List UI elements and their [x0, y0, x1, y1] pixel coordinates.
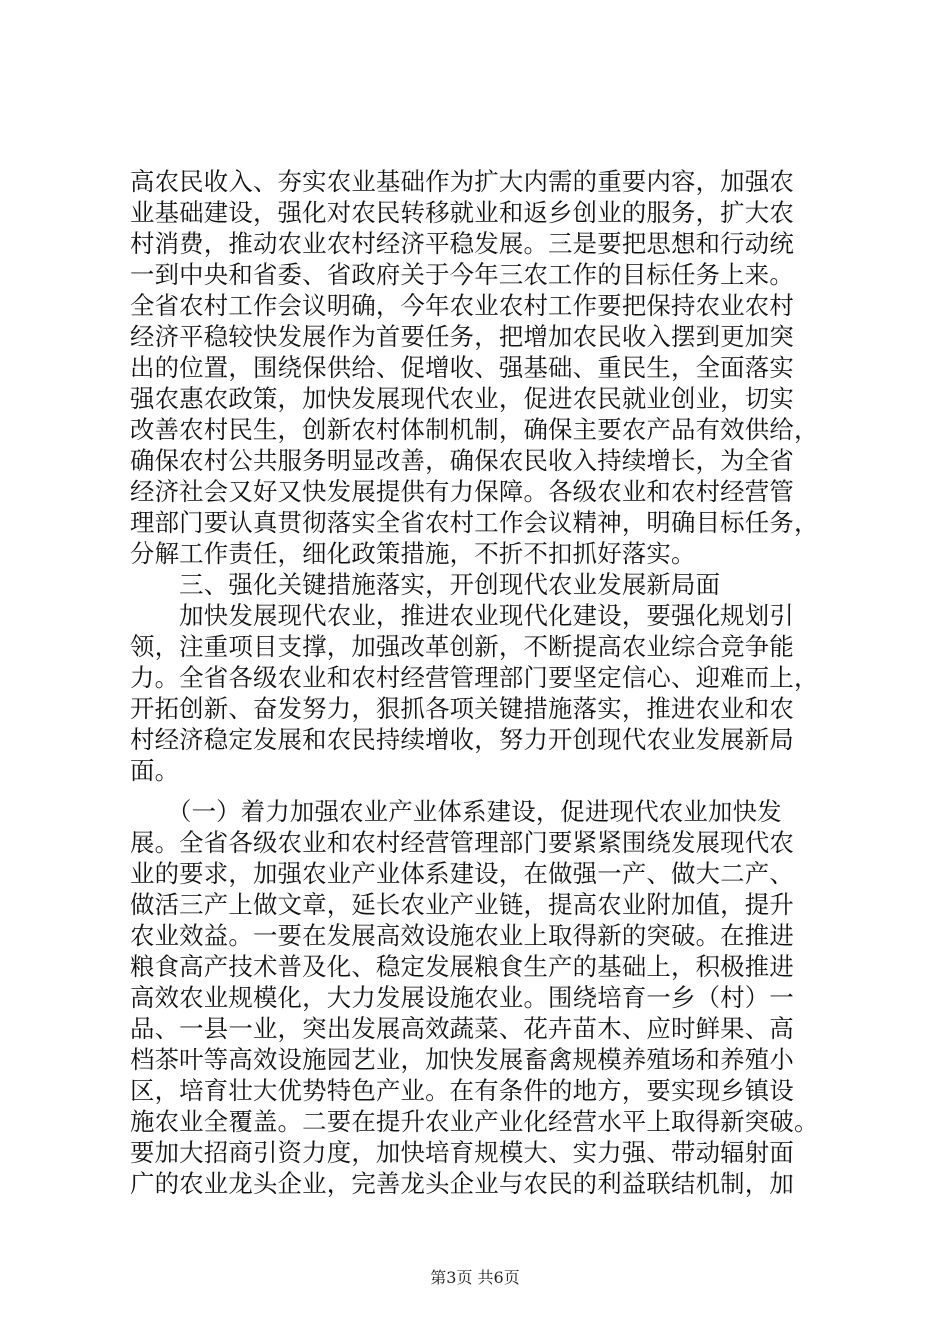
text-line: 品、一县一业，突出发展高效蔬菜、花卉苗木、应时鲜果、高: [130, 1014, 794, 1043]
text-line: 村经济稳定发展和农民持续增收，努力开创现代农业发展新局: [130, 725, 794, 754]
text-line: 经济社会又好又快发展提供有力保障。各级农业和农村经营管: [130, 477, 794, 506]
text-line: 村消费，推动农业农村经济平稳发展。三是要把思想和行动统: [130, 229, 794, 258]
text-line: 要加大招商引资力度，加快培育规模大、实力强、带动辐射面: [130, 1138, 794, 1167]
text-line: 业的要求，加强农业产业体系建设，在做强一产、做大二产、: [130, 859, 794, 888]
page-number-footer: 第3页 共6页: [430, 1268, 520, 1287]
body-text: [130, 166, 830, 1199]
text-line: 开拓创新、奋发努力，狠抓各项关键措施落实，推进农业和农: [130, 694, 794, 723]
text-line: 强农惠农政策，加快发展现代农业，促进农民就业创业，切实: [130, 384, 794, 413]
text-line: 加快发展现代农业，推进农业现代化建设，要强化规划引: [130, 601, 794, 630]
text-line: 出的位置，围绕保供给、促增收、强基础、重民生，全面落实: [130, 353, 794, 382]
text-line: 高效农业规模化，大力发展设施农业。围绕培育一乡（村）一: [130, 983, 794, 1012]
text-line: 分解工作责任，细化政策措施，不折不扣抓好落实。: [130, 539, 696, 568]
text-line: 一到中央和省委、省政府关于今年三农工作的目标任务上来。: [130, 260, 794, 289]
text-line: 高农民收入、夯实农业基础作为扩大内需的重要内容，加强农: [130, 167, 794, 196]
text-line: 面。: [130, 756, 180, 785]
text-line: 业基础建设，强化对农民转移就业和返乡创业的服务，扩大农: [130, 198, 794, 227]
text-line: 展。全省各级农业和农村经营管理部门要紧紧围绕发展现代农: [130, 828, 794, 857]
text-line: 广的农业龙头企业，完善龙头企业与农民的利益联结机制，加: [130, 1169, 794, 1198]
text-line: 做活三产上做文章，延长农业产业链，提高农业附加值，提升: [130, 890, 794, 919]
text-line: 改善农村民生，创新农村体制机制，确保主要农产品有效供给，: [130, 415, 819, 444]
text-line: 确保农村公共服务明显改善，确保农民收入持续增长，为全省: [130, 446, 794, 475]
text-line: 理部门要认真贯彻落实全省农村工作会议精神，明确目标任务，: [130, 508, 819, 537]
text-line: 档茶叶等高效设施园艺业，加快发展畜禽规模养殖场和养殖小: [130, 1045, 794, 1074]
text-line: 领，注重项目支撑，加强改革创新，不断提高农业综合竞争能: [130, 632, 794, 661]
section-heading: 三、强化关键措施落实，开创现代农业发展新局面: [130, 570, 721, 599]
text-line: 粮食高产技术普及化、稳定发展粮食生产的基础上，积极推进: [130, 952, 794, 981]
text-line: 区，培育壮大优势特色产业。在有条件的地方，要实现乡镇设: [130, 1076, 794, 1105]
text-line: 经济平稳较快发展作为首要任务，把增加农民收入摆到更加突: [130, 322, 794, 351]
text-line: 农业效益。一要在发展高效设施农业上取得新的突破。在推进: [130, 921, 794, 950]
text-line: 力。全省各级农业和农村经营管理部门要坚定信心、迎难而上，: [130, 663, 819, 692]
text-line: 全省农村工作会议明确，今年农业农村工作要把保持农业农村: [130, 291, 794, 320]
text-line: 施农业全覆盖。二要在提升农业产业化经营水平上取得新突破。: [130, 1107, 819, 1136]
subsection-start: （一）着力加强农业产业体系建设，促进现代农业加快发: [130, 797, 782, 826]
